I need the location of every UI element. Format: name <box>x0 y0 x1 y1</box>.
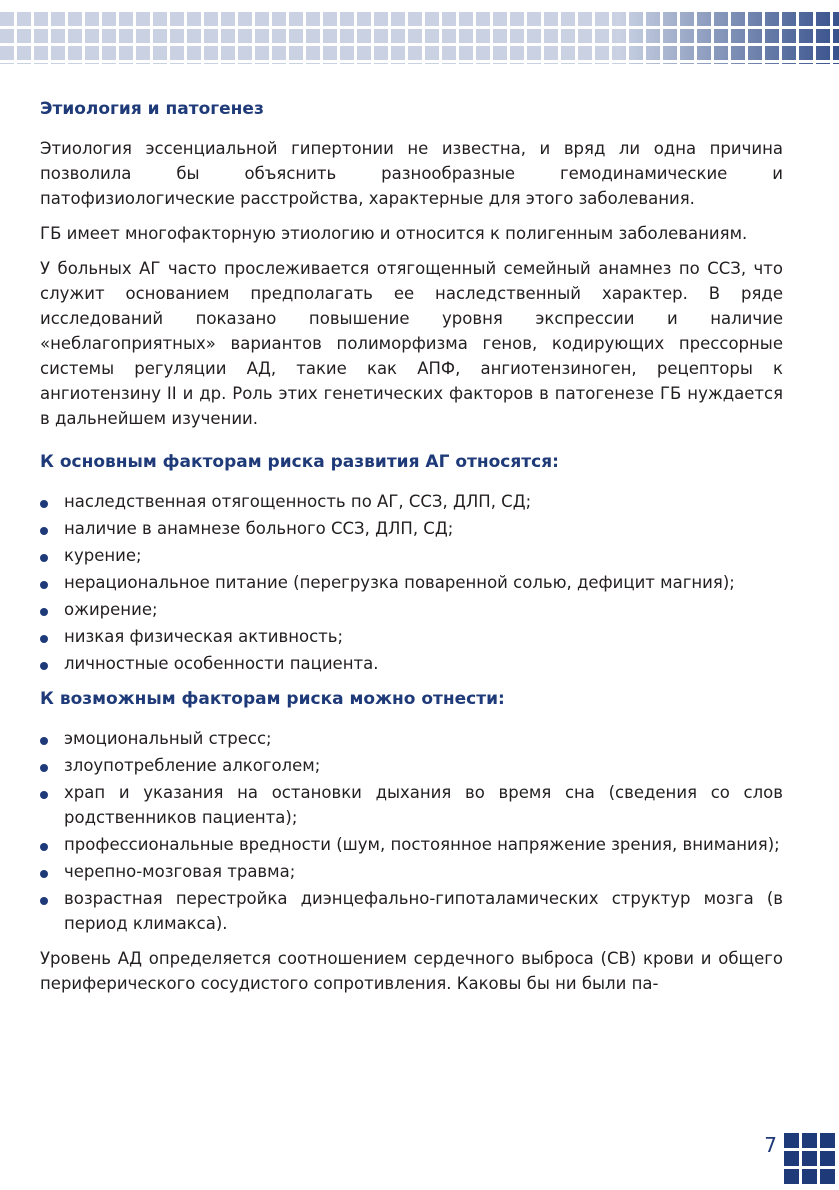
intro-paragraph: Этиология эссенциальной гипертонии не известна, и вряд ли одна причина позволила бы объяснить разнообразные гемодинамические и патофизиологические расстройства, характерные для этого заболевания. <box>40 139 783 208</box>
list-item <box>40 886 783 936</box>
intro-paragraph: У больных АГ часто прослеживается отягощенный семейный анамнез по ССЗ, что служит основанием предполагать ее наследственный характер. В ряде исследований показано повышение уровня экспрессии и наличие «неблагоприятных» вариантов полиморфизма генов, кодирующих прессорные системы регуляции АД, такие как АПФ, ангиотензиноген, рецепторы к ангиотензину II и др. Роль этих генетических факторов в патогенезе ГБ нуждается в дальнейшем изучении. <box>40 259 783 428</box>
list-item-text: нерациональное питание (перегрузка поваренной солью, дефицит магния); <box>64 573 735 592</box>
list-item-text: наследственная отягощенность по АГ, ССЗ, ДЛП, СД; <box>64 492 532 511</box>
list-item-text: черепно-мозговая травма; <box>64 862 296 881</box>
list-item-text: низкая физическая активность; <box>64 627 344 646</box>
list-item-text: ожирение; <box>64 600 158 619</box>
intro-paragraph: ГБ имеет многофакторную этиологию и относится к полигенным заболеваниям. <box>40 224 748 243</box>
bullet-icon <box>40 791 48 799</box>
bullet-icon <box>40 608 48 616</box>
list-item-text: храп и указания на остановки дыхания во время сна (сведения со слов родственников пациента); <box>64 783 783 827</box>
list-item <box>40 832 783 857</box>
possible-factors-heading: К возможным факторам риска можно отнести: <box>40 689 505 709</box>
bullet-icon <box>40 554 48 562</box>
header-decoration-band <box>0 12 839 64</box>
main-factors-list <box>40 489 783 676</box>
bullet-icon <box>40 635 48 643</box>
bullet-icon <box>40 870 48 878</box>
bullet-icon <box>40 764 48 772</box>
list-item-text: эмоциональный стресс; <box>64 729 272 748</box>
bullet-icon <box>40 737 48 745</box>
list-item-text: курение; <box>64 546 142 565</box>
bullet-icon <box>40 843 48 851</box>
list-item <box>40 651 783 676</box>
closing-paragraph: Уровень АД определяется соотношением сердечного выброса (СВ) крови и общего периферического сосудистого сопротивления. Каковы бы ни были па- <box>40 949 783 993</box>
list-item <box>40 859 783 884</box>
list-item <box>40 726 783 751</box>
bullet-icon <box>40 581 48 589</box>
list-item <box>40 597 783 622</box>
list-item-text: злоупотребление алкоголем; <box>64 756 321 775</box>
list-item-text: личностные особенности пациента. <box>64 654 379 673</box>
list-item <box>40 543 783 568</box>
bullet-icon <box>40 897 48 905</box>
bullet-icon <box>40 662 48 670</box>
list-item-text: наличие в анамнезе больного ССЗ, ДЛП, СД; <box>64 519 454 538</box>
footer-square-grid <box>784 1133 839 1190</box>
main-factors-heading: К основным факторам риска развития АГ относятся: <box>40 452 559 472</box>
list-item-text: возрастная перестройка диэнцефально-гипоталамических структур мозга (в период климакса). <box>64 889 783 933</box>
list-item <box>40 489 783 514</box>
list-item <box>40 570 783 595</box>
list-item <box>40 624 783 649</box>
list-item <box>40 753 783 778</box>
page-number: 7 <box>764 1133 777 1157</box>
section-title: Этиология и патогенез <box>40 99 264 119</box>
bullet-icon <box>40 527 48 535</box>
header-square-grid <box>0 12 839 64</box>
list-item-text: профессиональные вредности (шум, постоянное напряжение зрения, внимания); <box>64 835 780 854</box>
list-item <box>40 780 783 830</box>
possible-factors-list <box>40 726 783 936</box>
page-content <box>40 96 783 1006</box>
list-item <box>40 516 783 541</box>
bullet-icon <box>40 500 48 508</box>
